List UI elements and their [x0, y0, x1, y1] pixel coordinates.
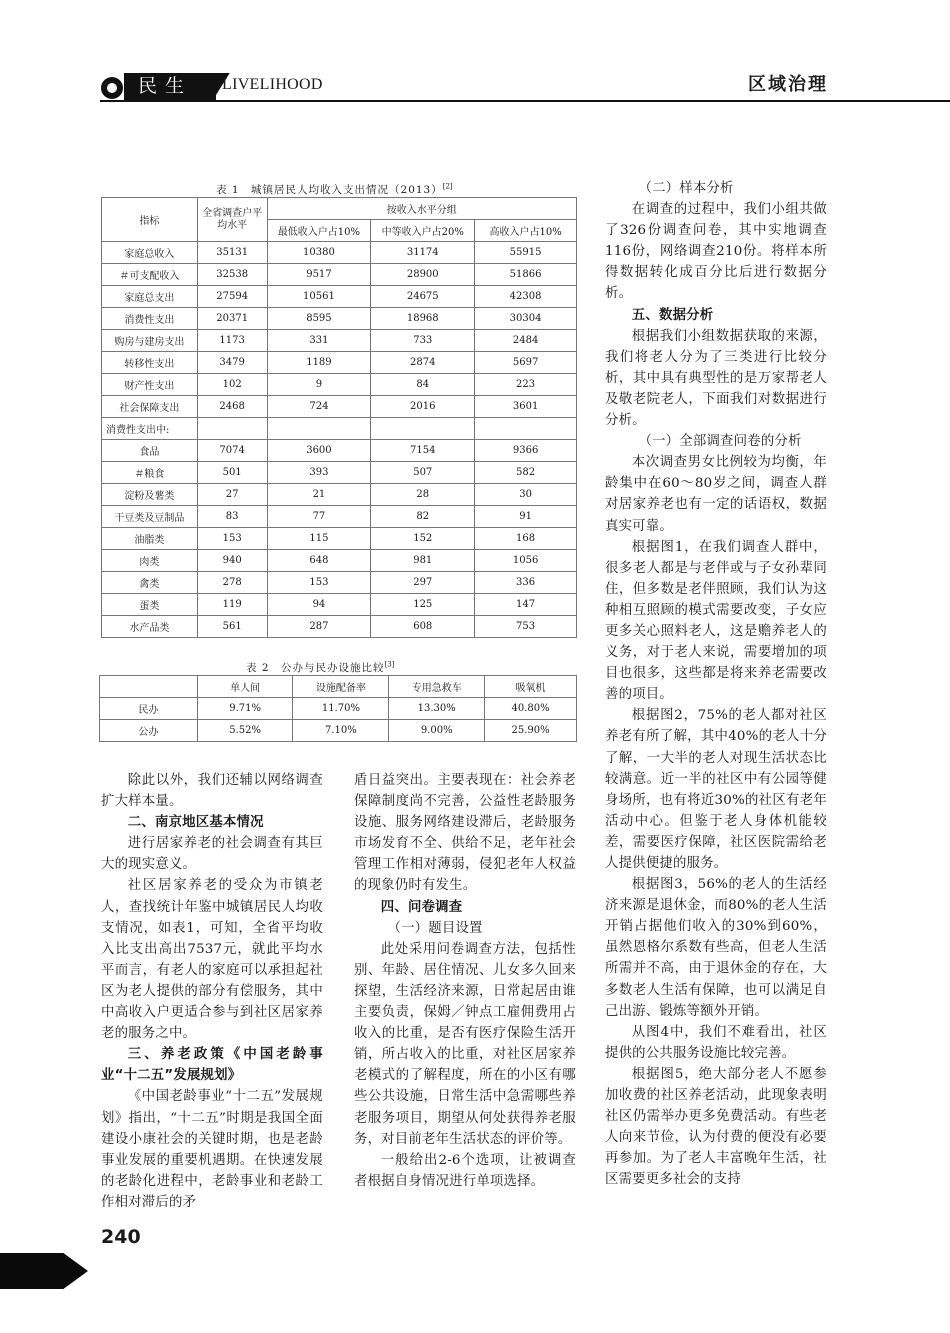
- table-cell: 648: [267, 550, 371, 572]
- table-cell: 287: [267, 616, 371, 638]
- table-cell: 10380: [267, 242, 371, 264]
- table-cell: 55915: [475, 242, 577, 264]
- subsection-heading: （二）样本分析: [638, 181, 734, 196]
- table-cell: 27: [197, 484, 267, 506]
- table-cell: 2016: [371, 396, 475, 418]
- table1-header-low: 最低收入户占10%: [267, 220, 371, 242]
- table-cell: 28: [371, 484, 475, 506]
- table-cell: 84: [371, 374, 475, 396]
- row-label: 消费性支出: [102, 308, 198, 330]
- table-cell: 7154: [371, 440, 475, 462]
- footer-arrow-decoration: [0, 1253, 88, 1289]
- row-label: 社会保障支出: [102, 396, 198, 418]
- table-cell: 2874: [371, 352, 475, 374]
- table-cell: 30304: [475, 308, 577, 330]
- paragraph: 进行居家养老的社会调查有其巨大的现实意义。: [101, 836, 323, 873]
- paragraph: 此处采用问卷调查方法，包括性别、年龄、居住情况、儿女多久回来探望，生活经济来源，日常起居由谁主要负责，保姆／钟点工雇佣费用占收入的比重，是否有医疗保险生活开销，所占收入的比重，对社区居家养老模式的了解程度，所在的小区有哪些公共设施，日常生活中急需哪些养老服务项目，期望从何处获得养老服务，对目前老年生活状态的评价等。: [354, 941, 576, 1147]
- paragraph: 从图4中，我们不难看出，社区提供的公共服务设施比较完善。: [605, 1024, 827, 1061]
- left-column: [101, 770, 323, 1213]
- row-label: 消费性支出中:: [102, 418, 198, 440]
- table-cell: 115: [267, 528, 371, 550]
- table-row: [102, 352, 577, 374]
- paragraph: 根据图2，75%的老人都对社区养老有所了解，其中40%的老人十分了解，一大半的老人对现生活状态比较满意。近一半的社区中有公园等健身场所，也有将近30%的社区有老年活动中心。但鉴于老人身体机能较差，需要医疗保障，社区医院需给老人提供便捷的服务。: [605, 708, 827, 871]
- table-cell: 501: [197, 462, 267, 484]
- table-cell: 940: [197, 550, 267, 572]
- table-row: [102, 462, 577, 484]
- section-label-cn: 民生: [124, 73, 216, 100]
- column-header: 吸氧机: [485, 676, 577, 698]
- table-cell: 336: [475, 572, 577, 594]
- section-heading: 三、养老政策《中国老龄事业“十二五”发展规划》: [101, 1047, 323, 1084]
- row-label: 家庭总支出: [102, 286, 198, 308]
- table-cell: 1056: [475, 550, 577, 572]
- table-row: [102, 286, 577, 308]
- table-cell: 30: [475, 484, 577, 506]
- table-cell: 25.90%: [485, 720, 577, 742]
- row-label: 公办: [100, 720, 198, 742]
- table-cell: 77: [267, 506, 371, 528]
- table-cell: [197, 418, 267, 440]
- table2-caption: 表 2 公办与民办设施比较[3]: [246, 660, 395, 674]
- table-cell: 153: [267, 572, 371, 594]
- row-label: ＃粮食: [102, 462, 198, 484]
- table1-header-mid: 中等收入户占20%: [371, 220, 475, 242]
- paragraph: 根据图5，绝大部分老人不愿参加收费的社区养老活动，此现象表明社区仍需举办更多免费活动。有些老人向来节俭，认为付费的便没有必要再参加。为了老人丰富晚年生活，社区需要更多社会的支持: [605, 1066, 827, 1188]
- table-row: [102, 308, 577, 330]
- page-number: 240: [101, 1226, 141, 1248]
- table-row: [100, 720, 577, 742]
- table-row: [102, 330, 577, 352]
- table-cell: 82: [371, 506, 475, 528]
- table-cell: 9.71%: [197, 698, 293, 720]
- section-heading: 四、问卷调查: [380, 899, 463, 915]
- table-cell: 119: [197, 594, 267, 616]
- table1-header-group: 按收入水平分组: [267, 198, 576, 220]
- table-row: [102, 440, 577, 462]
- row-label: 禽类: [102, 572, 198, 594]
- table-cell: 40.80%: [485, 698, 577, 720]
- row-label: 民办: [100, 698, 198, 720]
- income-expenditure-table: [101, 197, 577, 638]
- paragraph: 根据我们小组数据获取的来源，我们将老人分为了三类进行比较分析，其中具有典型性的是万家帮老人及敬老院老人，下面我们对数据进行分析。: [605, 328, 827, 429]
- table-cell: [371, 418, 475, 440]
- table-cell: 125: [371, 594, 475, 616]
- paragraph: 《中国老龄事业“十二五”发展规划》指出，“十二五”时期是我国全面建设小康社会的关键时期，也是老龄事业发展的重要机遇期。在快速发展的老龄化进程中，老龄事业和老龄工作相对滞后的矛: [101, 1089, 323, 1210]
- table-cell: 21: [267, 484, 371, 506]
- table-cell: 297: [371, 572, 475, 594]
- table-cell: 278: [197, 572, 267, 594]
- table-cell: 153: [197, 528, 267, 550]
- table-cell: 9366: [475, 440, 577, 462]
- table-row: [102, 550, 577, 572]
- middle-column: [354, 770, 576, 1192]
- table-cell: 7074: [197, 440, 267, 462]
- section-heading: 二、南京地区基本情况: [127, 815, 264, 831]
- table-cell: 28900: [371, 264, 475, 286]
- table1-header-avg: 全省调查户平均水平: [197, 198, 267, 242]
- row-label: 肉类: [102, 550, 198, 572]
- row-label: 干豆类及豆制品: [102, 506, 198, 528]
- table-cell: 393: [267, 462, 371, 484]
- row-label: 油脂类: [102, 528, 198, 550]
- table1-caption: 表 1 城镇居民人均收入支出情况（2013）[2]: [216, 182, 453, 196]
- row-label: 水产品类: [102, 616, 198, 638]
- table-cell: 582: [475, 462, 577, 484]
- table-cell: 331: [267, 330, 371, 352]
- table-row: [102, 616, 577, 638]
- table-cell: 9517: [267, 264, 371, 286]
- table-cell: 981: [371, 550, 475, 572]
- table-cell: 8595: [267, 308, 371, 330]
- column-title: 区域治理: [748, 74, 828, 95]
- paragraph: 一般给出2-6个选项，让被调查者根据自身情况进行单项选择。: [354, 1152, 576, 1189]
- paragraph: 根据图3，56%的老人的生活经济来源是退休金，而80%的老人生活开销占据他们收入的30%到60%，虽然恩格尔系数有些高，但老人生活所需并不高，由于退休金的存在，大多数老人生活有保障，也可以满足自己出游、锻炼等额外开销。: [605, 877, 827, 1019]
- column-header: 单人间: [197, 676, 293, 698]
- section-label-en: LIVELIHOOD: [222, 76, 323, 93]
- row-label: 家庭总收入: [102, 242, 198, 264]
- table-cell: 152: [371, 528, 475, 550]
- table-cell: 24675: [371, 286, 475, 308]
- table-row: [102, 572, 577, 594]
- table-cell: 2468: [197, 396, 267, 418]
- table-cell: 147: [475, 594, 577, 616]
- table-cell: 27594: [197, 286, 267, 308]
- paragraph: 社区居家养老的受众为市镇老人，查找统计年鉴中城镇居民人均收支情况，如表1，可知，全省平均收入比支出高出7537元，就此平均水平而言，有老人的家庭可以承担起社区为老人提供的部分有偿服务，其中中高收入户更适合参与到社区居家养老的服务之中。: [101, 878, 323, 1042]
- table-header-row: [100, 676, 577, 698]
- table-cell: 102: [197, 374, 267, 396]
- table-row: [102, 528, 577, 550]
- table-cell: 51866: [475, 264, 577, 286]
- table-row: [102, 396, 577, 418]
- table-row: [102, 242, 577, 264]
- table-cell: 9.00%: [389, 720, 485, 742]
- table-cell: 83: [197, 506, 267, 528]
- row-label: ＃可支配收入: [102, 264, 198, 286]
- table-cell: 2484: [475, 330, 577, 352]
- row-label: 蛋类: [102, 594, 198, 616]
- paragraph: 在调查的过程中，我们小组共做了326份调查问卷，其中实地调查116份，网络调查210份。将样本所得数据转化成百分比后进行数据分析。: [605, 202, 827, 302]
- table-cell: 3479: [197, 352, 267, 374]
- table-row: [102, 374, 577, 396]
- table-cell: 13.30%: [389, 698, 485, 720]
- table-cell: 10561: [267, 286, 371, 308]
- header-rule: [100, 100, 950, 102]
- row-label: 转移性支出: [102, 352, 198, 374]
- table-cell: 5.52%: [197, 720, 293, 742]
- column-header: 设施配备率: [293, 676, 389, 698]
- table-cell: 35131: [197, 242, 267, 264]
- table-cell: 733: [371, 330, 475, 352]
- table-row: [102, 594, 577, 616]
- table-row: [102, 506, 577, 528]
- header-circle-icon: [101, 77, 123, 99]
- right-column: [605, 178, 827, 1191]
- table-cell: 168: [475, 528, 577, 550]
- paragraph: 盾日益突出。主要表现在：社会养老保障制度尚不完善，公益性老龄服务设施、服务网络建设滞后，老龄服务市场发育不全、供给不足，老年社会管理工作相对薄弱，侵犯老年人权益的现象仍时有发生。: [354, 773, 576, 894]
- table-cell: 223: [475, 374, 577, 396]
- row-label: 购房与建房支出: [102, 330, 198, 352]
- facility-comparison-table: [99, 675, 577, 742]
- table-cell: 5697: [475, 352, 577, 374]
- table-row: [102, 418, 577, 440]
- table-cell: 608: [371, 616, 475, 638]
- row-label: 淀粉及薯类: [102, 484, 198, 506]
- table1-header-indicator: 指标: [102, 198, 198, 242]
- table-cell: 31174: [371, 242, 475, 264]
- paragraph: 根据图1，在我们调查人群中，很多老人都是与老伴或与子女孙辈同住，但多数是老伴照顾，我们认为这种相互照顾的模式需要改变，子女应更多关心照料老人，这是赡养老人的义务，对于老人来说，需要增加的项目也很多，这些都是将来养老需要改善的项目。: [605, 539, 827, 703]
- paragraph: 除此以外，我们还辅以网络调查扩大样本量。: [101, 773, 323, 810]
- section-heading: 五、数据分析: [631, 307, 714, 323]
- table-cell: 507: [371, 462, 475, 484]
- table-cell: 32538: [197, 264, 267, 286]
- table-cell: 11.70%: [293, 698, 389, 720]
- table-cell: 7.10%: [293, 720, 389, 742]
- table-cell: 724: [267, 396, 371, 418]
- row-label: 食品: [102, 440, 198, 462]
- table-cell: [267, 418, 371, 440]
- column-header: [100, 676, 198, 698]
- table-cell: 94: [267, 594, 371, 616]
- table-cell: 91: [475, 506, 577, 528]
- row-label: 财产性支出: [102, 374, 198, 396]
- table-cell: 20371: [197, 308, 267, 330]
- table-row: [102, 264, 577, 286]
- table-cell: 18968: [371, 308, 475, 330]
- table-cell: 753: [475, 616, 577, 638]
- table-row: [102, 484, 577, 506]
- paragraph: 本次调查男女比例较为均衡，年龄集中在60～80岁之间，调查人群对居家养老也有一定的话语权，数据真实可靠。: [605, 455, 827, 534]
- subsection-heading: （一）题目设置: [387, 920, 483, 936]
- table-cell: 9: [267, 374, 371, 396]
- table-cell: 3601: [475, 396, 577, 418]
- table-cell: 42308: [475, 286, 577, 308]
- table-cell: 3600: [267, 440, 371, 462]
- table-row: [100, 698, 577, 720]
- subsection-heading: （一）全部调查问卷的分析: [638, 434, 802, 450]
- table-cell: 561: [197, 616, 267, 638]
- column-header: 专用急救车: [389, 676, 485, 698]
- table-cell: [475, 418, 577, 440]
- table1-header-high: 高收入户占10%: [475, 220, 577, 242]
- table-cell: 1173: [197, 330, 267, 352]
- table-cell: 1189: [267, 352, 371, 374]
